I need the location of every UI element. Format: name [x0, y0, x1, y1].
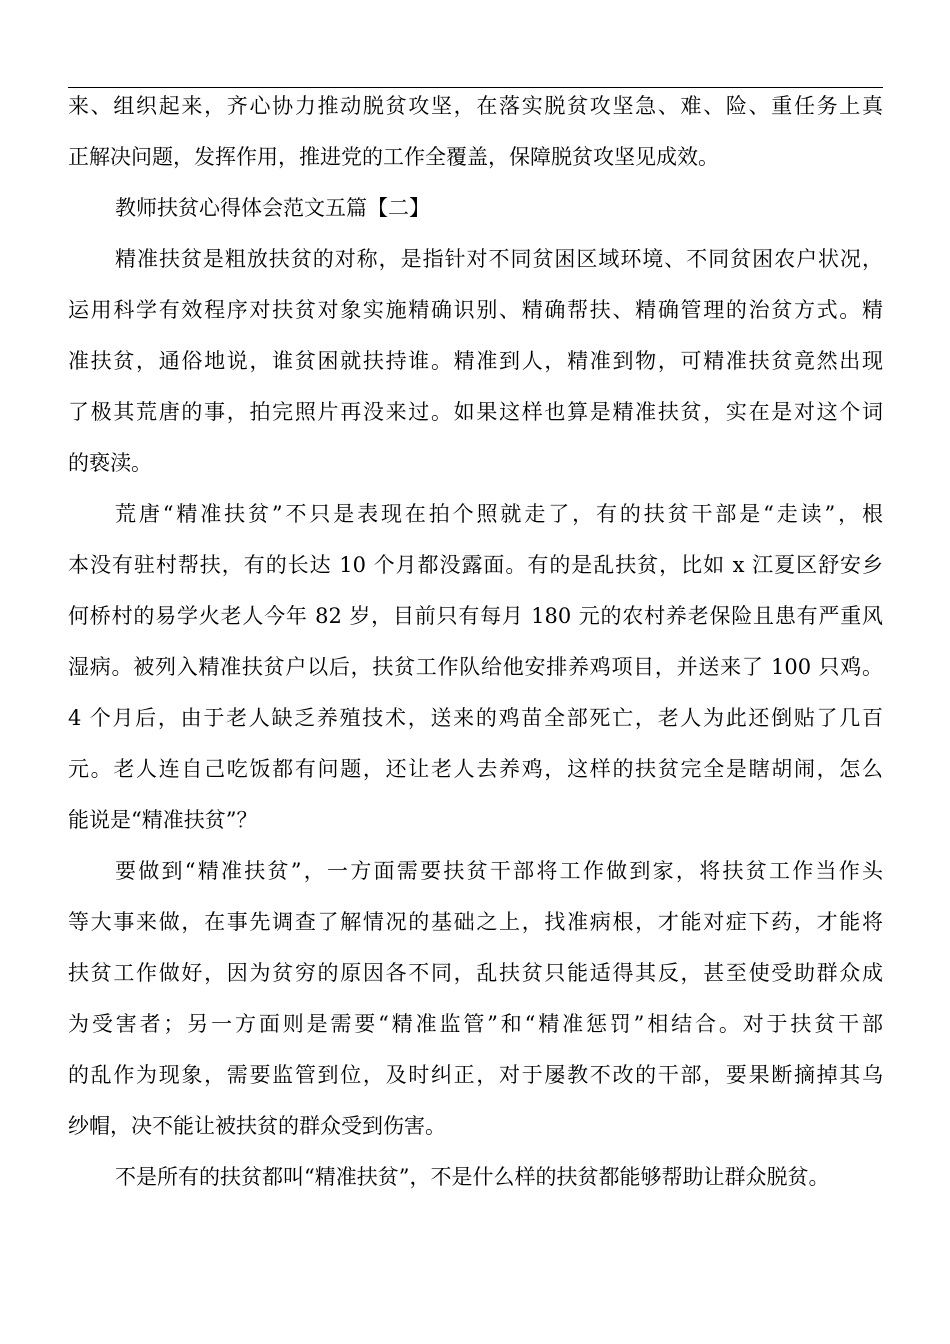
- text-line: 的亵渎。: [68, 451, 152, 475]
- section-heading: [68, 194, 883, 223]
- heading-text: 教师扶贫心得体会范文五篇【二】: [115, 196, 430, 220]
- text-line: 了极其荒唐的事，拍完照片再没来过。如果这样也算是精准扶贫，实在是对这个词: [68, 400, 883, 424]
- paragraph: [68, 1163, 883, 1192]
- text-line: 正解决问题，发挥作用，推进党的工作全覆盖，保障脱贫攻坚见成效。: [68, 145, 719, 169]
- text-line: 元。老人连自己吃饭都有问题，还让老人去养鸡，这样的扶贫完全是瞎胡闹，怎么: [68, 757, 883, 781]
- text-line: 不是所有的扶贫都叫“精准扶贫”，不是什么样的扶贫都能够帮助让群众脱贫。: [115, 1165, 830, 1189]
- text-line: 来、组织起来，齐心协力推动脱贫攻坚，在落实脱贫攻坚急、难、险、重任务上真: [68, 94, 883, 118]
- text-line: 为受害者；另一方面则是需要“精准监管”和“精准惩罚”相结合。对于扶贫干部: [68, 1012, 883, 1036]
- text-line: 能说是“精准扶贫”？: [68, 808, 258, 832]
- paragraph: [68, 245, 883, 478]
- paragraph-continuation: [68, 92, 883, 172]
- paragraph: [68, 500, 883, 835]
- document-body: [68, 92, 883, 1192]
- text-line: 本没有驻村帮扶，有的长达 10 个月都没露面。有的是乱扶贫，比如 x 江夏区舒安乡: [68, 553, 883, 577]
- text-line: 要做到“精准扶贫”，一方面需要扶贫干部将工作做到家，将扶贫工作当作头: [115, 859, 883, 883]
- text-line: 扶贫工作做好，因为贫穷的原因各不同，乱扶贫只能适得其反，甚至使受助群众成: [68, 961, 883, 985]
- paragraph: [68, 857, 883, 1141]
- text-line: 4 个月后，由于老人缺乏养殖技术，送来的鸡苗全部死亡，老人为此还倒贴了几百: [68, 706, 883, 730]
- text-line: 纱帽，决不能让被扶贫的群众受到伤害。: [68, 1114, 446, 1138]
- text-line: 精准扶贫是粗放扶贫的对称，是指针对不同贫困区域环境、不同贫困农户状况，: [115, 247, 883, 271]
- text-line: 湿病。被列入精准扶贫户以后，扶贫工作队给他安排养鸡项目，并送来了 100 只鸡。: [68, 655, 883, 679]
- header-rule: [68, 87, 883, 88]
- text-line: 何桥村的易学火老人今年 82 岁，目前只有每月 180 元的农村养老保险且患有严重风: [68, 604, 883, 628]
- text-line: 荒唐“精准扶贫”不只是表现在拍个照就走了，有的扶贫干部是“走读”，根: [115, 502, 883, 526]
- text-line: 运用科学有效程序对扶贫对象实施精确识别、精确帮扶、精确管理的治贫方式。精: [68, 298, 883, 322]
- text-line: 的乱作为现象，需要监管到位，及时纠正，对于屡教不改的干部，要果断摘掉其乌: [68, 1063, 883, 1087]
- text-line: 准扶贫，通俗地说，谁贫困就扶持谁。精准到人，精准到物，可精准扶贫竟然出现: [68, 349, 883, 373]
- text-line: 等大事来做，在事先调查了解情况的基础之上，找准病根，才能对症下药，才能将: [68, 910, 883, 934]
